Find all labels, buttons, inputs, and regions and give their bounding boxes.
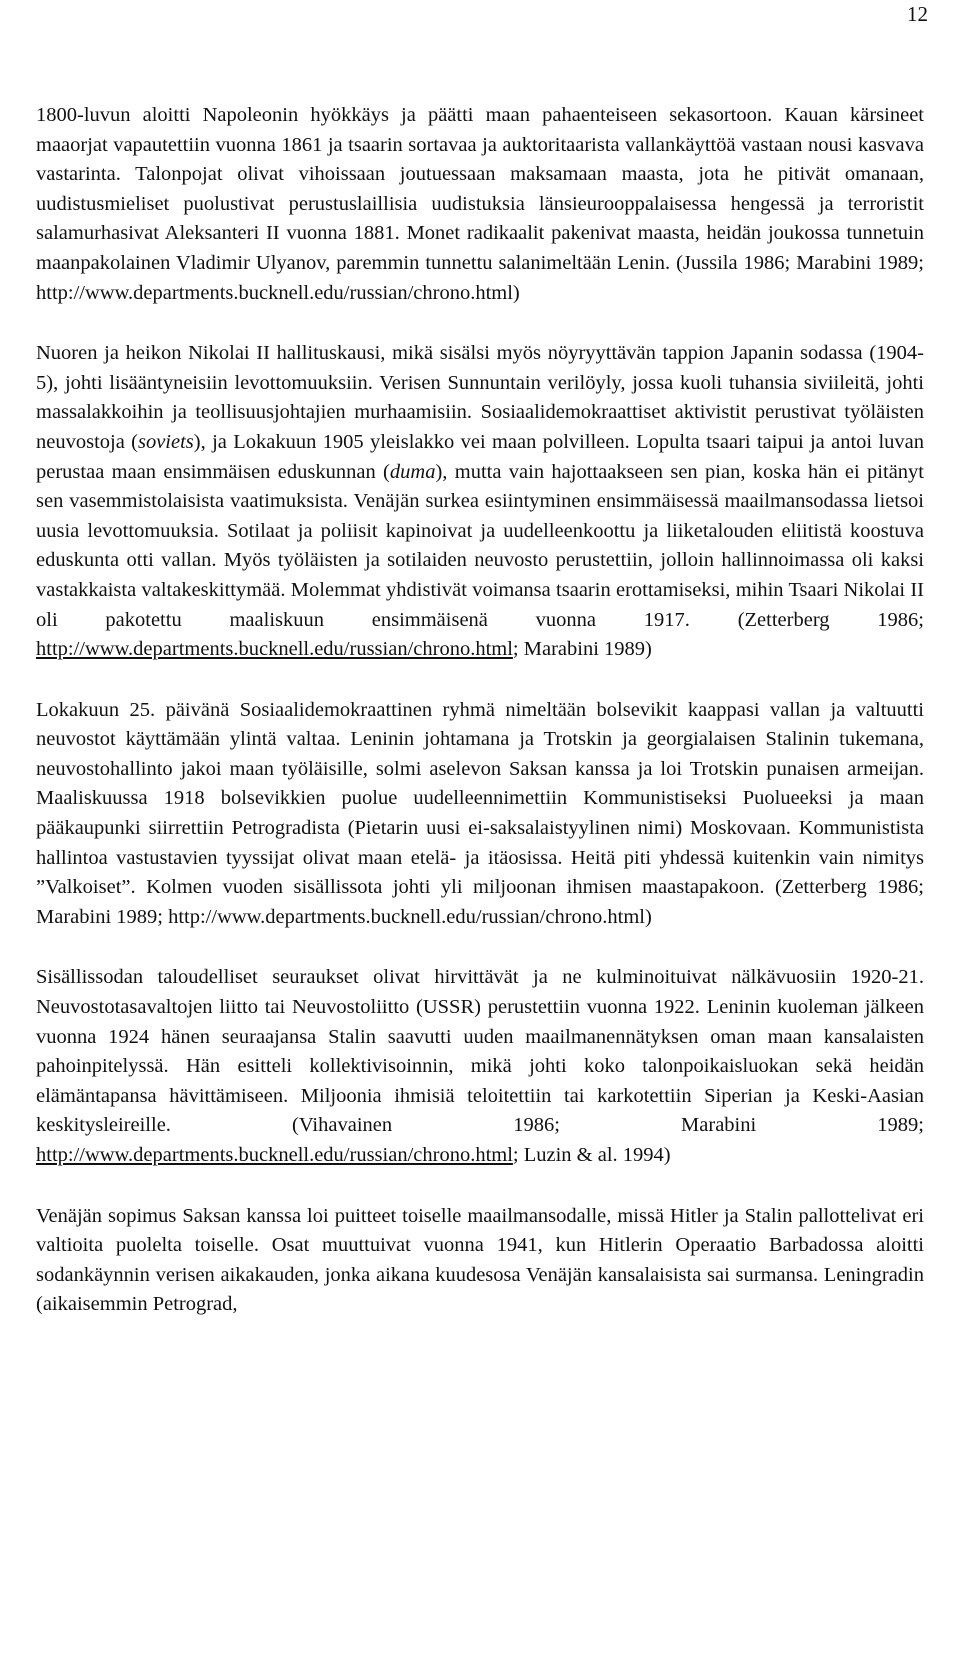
italic-term: duma: [389, 460, 436, 483]
paragraph-text: Venäjän sopimus Saksan kanssa loi puitteet toiselle maailmansodalle, missä Hitler ja Stalin pallottelivat eri valtioita puolelta toiselle. Osat muuttuivat vuonna 1941, kun Hitlerin Operaatio Barbadossa aloitti sodankäynnin verisen aikakauden, jonka aikana kuudesosa Venäjän kansalaisista sai surmansa. Leningradin (aikaisemmin Petrograd,: [36, 1204, 924, 1316]
url-link[interactable]: http://www.departments.bucknell.edu/russian/chrono.html: [36, 638, 513, 661]
paragraph-text: Lokakuun 25. päivänä Sosiaalidemokraattinen ryhmä nimeltään bolsevikit kaappasi vallan ja valtuutti neuvostot käyttämään ylintä valtaa. Leninin johtamana ja Trotskin ja georgialaisen Stalinin tukemana, neuvostohallinto jakoi maan työläisille, solmi aselevon Saksan kanssa ja loi Trotskin punaisen armeijan. Maaliskuussa 1918 bolsevikkien puolue uudelleennimettiin Kommunistiseksi Puolueeksi ja maan pääkaupunki siirrettiin Petrogradista (Pietarin uusi ei-saksalaistyylinen nimi) Moskovaan. Kommunistista hallintoa vastustavien tyyssijat olivat maan etelä- ja itäosissa. Heitä piti yhdessä kuitenkin vain nimitys ”Valkoiset”. Kolmen vuoden sisällissota johti yli miljoonan ihmisen maastapakoon. (Zetterberg 1986; Marabini 1989; http://www.departments.bucknell.edu/russian/chrono.html): [36, 698, 924, 928]
paragraph-text: 1800-luvun aloitti Napoleonin hyökkäys ja päätti maan pahaenteiseen sekasortoon. Kauan kärsineet maaorjat vapautettiin vuonna 1861 ja tsaarin sortavaa ja auktoritaarista vallankäyttöä vastaan nousi kasvava vastarinta. Talonpojat olivat vihoissaan joutuessaan maksamaan maasta, jota he pitivät omanaan, uudistusmieliset puolustivat perustuslaillisia uudistuksia länsieurooppalaisessa hengessä ja terroristit salamurhasivat Aleksanteri II vuonna 1881. Monet radikaalit pakenivat maasta, heidän joukossa tunnetuin maanpakolainen Vladimir Ulyanov, paremmin tunnettu salanimeltään Lenin. (Jussila 1986; Marabini 1989; http://www.departments.bucknell.edu/russian/chrono.html): [36, 104, 924, 304]
paragraph: [36, 1202, 924, 1320]
italic-term: soviets: [137, 430, 194, 453]
document-body: [36, 101, 924, 1320]
paragraph: [36, 696, 924, 933]
paragraph-text: ; Marabini 1989): [512, 638, 652, 661]
paragraph-text: Sisällissodan taloudelliset seuraukset olivat hirvittävät ja ne kulminoituivat nälkävuosiin 1920-21. Neuvostotasavaltojen liitto tai Neuvostoliitto (USSR) perustettiin vuonna 1922. Leninin kuoleman jälkeen vuonna 1924 hänen seuraajansa Stalin saavutti uuden maailmanennätyksen oman maan kansalaisten pahoinpitelyssä. Hän esitteli kollektivisoinnin, mikä johti koko talonpoikaisluokan sekä heidän elämäntapansa hävittämiseen. Miljoonia ihmisiä teloitettiin tai karkotettiin Siperian ja Keski-Aasian keskitysleireille. (Vihavainen 1986; Marabini 1989;: [36, 966, 924, 1137]
page-number: 12: [907, 2, 928, 26]
url-link[interactable]: http://www.departments.bucknell.edu/russian/chrono.html: [36, 1144, 513, 1166]
paragraph-text: ), mutta vain hajottaakseen sen pian, koska hän ei pitänyt sen vasemmistolaisista vaatimuksista. Venäjän surkea esiintyminen ensimmäisessä maailmansodassa lietsoi uusia levottomuuksia. Sotilaat ja poliisit kapinoivat ja uudelleenkoottu ja liiketalouden eliitistä koostuva eduskunta otti vallan. Myös työläisten ja sotilaiden neuvosto perustettiin, jolloin hallinnoimassa oli kaksi vastakkaista valtakeskittymää. Molemmat yhdistivät voimansa tsaarin erottamiseksi, mihin Tsaari Nikolai II oli pakotettu maaliskuun ensimmäisenä vuonna 1917. (Zetterberg 1986;: [36, 460, 924, 631]
paragraph-text: Nuoren ja heikon Nikolai II hallituskausi, mikä sisälsi myös nöyryyttävän tappion Japanin sodassa (1904-5), johti lisääntyneisiin levottomuuksiin. Verisen Sunnuntain verilöyly, jossa kuoli tuhansia siviileitä, johti massalakkoihin ja teollisuusjohtajien murhaamisiin. Sosiaalidemokraattiset aktivistit perustivat työläisten neuvostoja (: [36, 342, 924, 453]
paragraph: [36, 339, 924, 665]
paragraph-text: ; Luzin & al. 1994): [512, 1144, 671, 1166]
paragraph-text: ), ja Lokakuun 1905 yleislakko vei maan polvilleen. Lopulta tsaari taipui ja antoi luvan perustaa maan ensimmäisen eduskunnan (: [36, 430, 924, 483]
paragraph: [36, 963, 924, 1170]
paragraph: [36, 101, 924, 308]
